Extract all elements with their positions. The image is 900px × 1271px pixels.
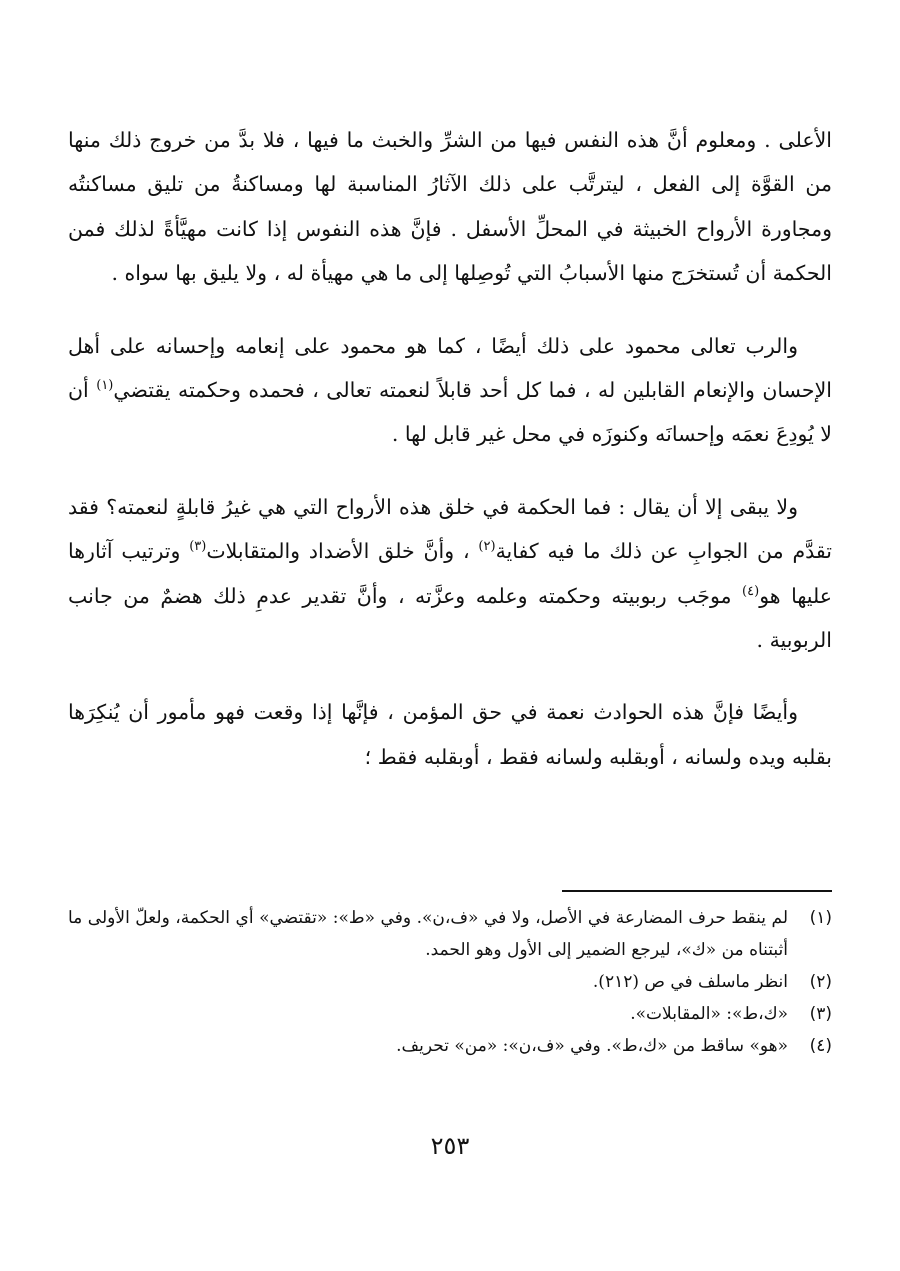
paragraph-3-text-a: ولا يبقى إلا أن يقال : فما الحكمة في خلق هذه الأرواح التي هي غيرُ قابلةٍ لنعمته؟ فقد تقدَّم من الجوابِ عن ذلك ما فيه كفاية: [68, 494, 832, 564]
footnote-number: (٣): [809, 1004, 832, 1024]
footnote-text: «ك،ط»: «المقابلات».: [630, 1004, 788, 1024]
footnote-1: [68, 902, 832, 966]
paragraph-4: [68, 690, 832, 779]
paragraph-3-text-c: وترتيب آثارها عليها هو: [68, 539, 832, 608]
footnote-text: انظر ماسلف في ص (٢١٢).: [592, 972, 788, 992]
paragraph-1-text: الأعلى . ومعلوم أنَّ هذه النفس فيها من الشرِّ والخبث ما فيها ، فلا بدَّ من خروج ذلك منها من القوَّة إلى الفعل ، ليترتَّب على ذلك الآثارُ المناسبة لها ومساكنةُ من تليق مساكنتُه ومجاورة الأرواح الخبيثة في المحلِّ الأسفل . فإنَّ هذه النفوس إذا كانت مهيَّأةً لذلك فمن الحكمة أن تُستخرَج منها الأسبابُ التي تُوصِلها إلى ما هي مهيأة له ، ولا يليق بها سواه .: [68, 128, 832, 286]
footnote-text: لم ينقط حرف المضارعة في الأصل، ولا في «ف،ن». وفي «ط»: «تقتضي» أي الحكمة، ولعلّ الأولى ما أثبتناه من «ك»، ليرجع الضمير إلى الأول وهو الحمد.: [68, 908, 788, 960]
footnote-ref-1[interactable]: (١): [96, 378, 114, 394]
main-text: [68, 118, 832, 779]
footnote-ref-2[interactable]: (٢): [478, 539, 496, 555]
footnote-text: «هو» ساقط من «ك،ط». وفي «ف،ن»: «من» تحريف.: [396, 1036, 788, 1056]
footnote-number: (٤): [809, 1036, 832, 1056]
footnote-ref-4[interactable]: (٤): [742, 583, 760, 599]
footnote-number: (١): [809, 908, 832, 928]
footnote-2: [68, 966, 832, 998]
paragraph-3: [68, 485, 832, 663]
footnote-3: [68, 998, 832, 1030]
paragraph-3-text-b: ، وأنَّ خلق الأضداد والمتقابلات: [206, 539, 479, 564]
footnote-4: [68, 1030, 832, 1062]
paragraph-3-text-d: موجَب ربوبيته وحكمته وعلمه وعزَّته ، وأنَّ تقدير عدمِ ذلك هضمٌ من جانب الربوبية .: [68, 583, 832, 653]
footnotes: [68, 902, 832, 1062]
paragraph-2-text-b: أن لا يُودِعَ نعمَه وإحسانَه وكنوزَه في محل غير قابل لها .: [68, 378, 832, 447]
footnote-number: (٢): [809, 972, 832, 992]
paragraph-1: [68, 118, 832, 296]
footnote-ref-3[interactable]: (٣): [189, 539, 207, 555]
page-number: ٢٥٣: [430, 1132, 470, 1160]
paragraph-2-text-a: والرب تعالى محمود على ذلك أيضًا ، كما هو محمود على إنعامه وإحسانه على أهل الإحسان والإنعام القابلين له ، فما كل أحد قابلاً لنعمته تعالى ، فحمده وحكمته يقتضي: [68, 333, 832, 403]
footnote-separator: [562, 890, 832, 892]
paragraph-4-text: وأيضًا فإنَّ هذه الحوادث نعمة في حق المؤمن ، فإنَّها إذا وقعت فهو مأمور أن يُنكِرَها بقلبه ويده ولسانه ، أوبقلبه ولسانه فقط ، أوبقلبه فقط ؛: [68, 700, 832, 769]
paragraph-2: [68, 324, 832, 457]
